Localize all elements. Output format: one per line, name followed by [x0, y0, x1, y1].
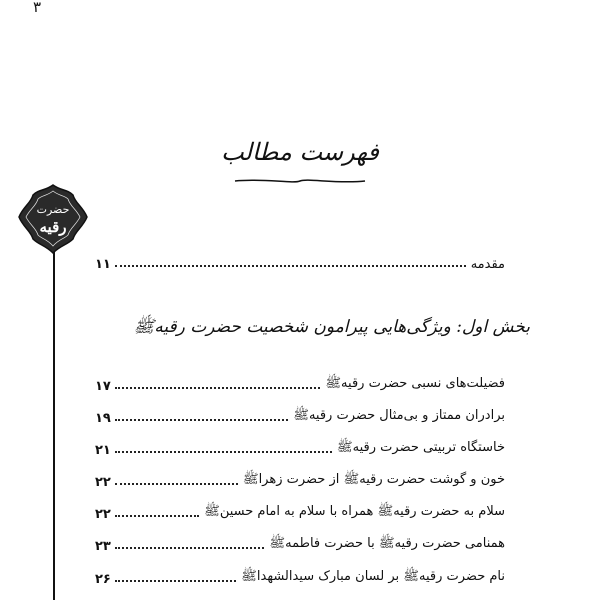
honorific: ﷺ	[325, 376, 342, 391]
badge-line1: حضرت	[36, 203, 70, 216]
toc-title: برادران ممتاز و بی‌مثال حضرت رقیهﷺ	[293, 408, 505, 423]
section-title-text: بخش اول: ویژگی‌هایی پیرامون شخصیت حضرت رقیه	[154, 317, 530, 337]
toc-page-number: ۲۳	[95, 539, 111, 554]
badge-line2: رقیه	[39, 218, 67, 236]
toc-row[interactable]	[95, 565, 505, 587]
toc-title: همنامی حضرت رقیهﷺ با حضرت فاطمهﷺ	[269, 536, 505, 551]
toc-leader	[115, 387, 320, 389]
toc-title: فضیلت‌های نسبی حضرت رقیهﷺ	[325, 376, 505, 391]
toc-title: مقدمه	[470, 257, 505, 272]
toc-row[interactable]	[95, 532, 505, 554]
section-title	[120, 316, 530, 341]
toc-page-number: ۲۲	[95, 475, 111, 490]
toc-row[interactable]	[95, 500, 505, 522]
toc-row[interactable]	[95, 404, 505, 426]
honorific: ﷺ	[293, 408, 309, 423]
toc-page-number: ۱۱	[95, 257, 111, 272]
toc-leader	[115, 451, 332, 453]
honorific: ﷺ	[204, 504, 220, 519]
toc-row[interactable]	[95, 372, 505, 394]
toc-row-intro[interactable]	[95, 250, 505, 272]
honorific: ﷺ	[377, 504, 394, 519]
honorific: ﷺ	[242, 472, 259, 487]
toc-title: خون و گوشت حضرت رقیهﷺ از حضرت زهراﷺ	[242, 472, 505, 487]
toc-leader	[115, 580, 236, 582]
toc-title: سلام به حضرت رقیهﷺ همراه با سلام به امام حسینﷺ	[204, 504, 505, 519]
toc-title: خاستگاه تربیتی حضرت رقیهﷺ	[336, 440, 505, 455]
toc-page-number: ۱۷	[95, 379, 111, 394]
margin-rule	[53, 240, 55, 600]
page-number-mark: ۳	[33, 0, 42, 16]
toc-leader	[115, 483, 238, 485]
honorific: ﷺ	[343, 472, 360, 487]
book-title-badge	[17, 183, 89, 255]
page-heading: فهرست مطالب	[221, 138, 379, 166]
toc-leader	[115, 515, 199, 517]
toc-row[interactable]	[95, 436, 505, 458]
honorific: ﷺ	[336, 440, 353, 455]
toc-leader	[115, 419, 288, 421]
toc-page-number: ۲۶	[95, 572, 111, 587]
honorific: ﷺ	[133, 317, 155, 337]
toc-row[interactable]	[95, 468, 505, 490]
toc-title: نام حضرت رقیهﷺ بر لسان مبارک سیدالشهداﷺ	[241, 569, 505, 584]
toc-page-number: ۲۱	[95, 443, 111, 458]
toc-page-number: ۱۹	[95, 411, 111, 426]
toc-page-number: ۲۲	[95, 507, 111, 522]
heading-flourish	[233, 177, 367, 185]
honorific: ﷺ	[403, 569, 419, 584]
honorific: ﷺ	[378, 536, 395, 551]
toc-leader	[115, 547, 265, 549]
honorific: ﷺ	[241, 569, 257, 584]
toc-leader	[115, 265, 466, 267]
honorific: ﷺ	[269, 536, 286, 551]
